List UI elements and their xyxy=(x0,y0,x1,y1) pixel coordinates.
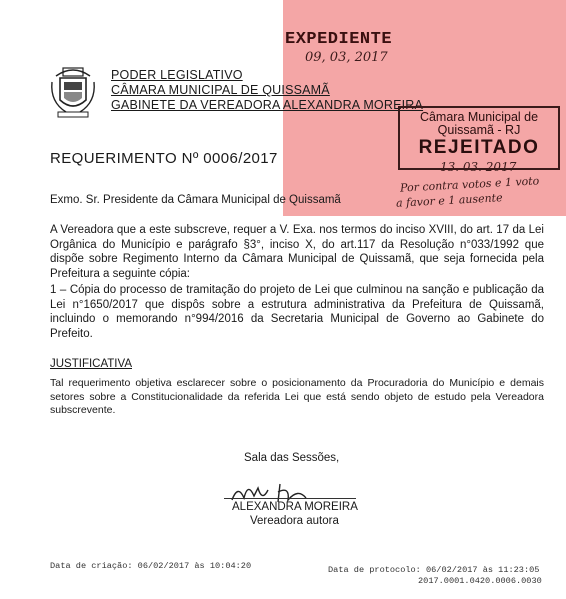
expediente-stamp-date: 09, 03, 2017 xyxy=(305,50,388,65)
header-line-1: PODER LEGISLATIVO xyxy=(111,68,243,82)
signer-role: Vereadora autora xyxy=(250,515,339,527)
closing: Sala das Sessões, xyxy=(244,452,340,464)
header-line-2: CÂMARA MUNICIPAL DE QUISSAMÃ xyxy=(111,83,330,97)
rejeitado-note-line-1: Por contra votos e 1 voto xyxy=(399,174,540,195)
salutation: Exmo. Sr. Presidente da Câmara Municipal de Quissamã xyxy=(50,194,341,206)
header-line-3: GABINETE DA VEREADORA ALEXANDRA MOREIRA xyxy=(111,98,424,112)
expediente-stamp-label: EXPEDIENTE xyxy=(285,30,393,49)
rejeitado-stamp-org: Câmara Municipal de Quissamã - RJ xyxy=(419,110,539,137)
rejeitado-stamp-status: REJEITADO xyxy=(418,137,540,158)
document-title: REQUERIMENTO Nº 0006/2017 xyxy=(50,150,278,167)
rejeitado-stamp-date: 13. 03. 2017 xyxy=(440,160,517,174)
protocol-date: Data de protocolo: 06/02/2017 às 11:23:05 xyxy=(328,565,540,575)
creation-date: Data de criação: 06/02/2017 às 10:04:20 xyxy=(50,561,252,571)
request-paragraph: A Vereadora que a este subscreve, requer a V. Exa. nos termos do inciso XVIII, do art. 17 da Lei Orgânica do Município e parágrafo §3°, inciso X, do art.117 da Resolução n°033/1992 que dispõe sobre Regimento Interno da Câmara Municipal de Quissamã, que seja fornecida pela Prefeitura a seguinte cópia: xyxy=(50,224,544,280)
justificativa-heading: JUSTIFICATIVA xyxy=(50,358,132,370)
coat-of-arms-icon xyxy=(48,62,98,122)
protocol-code: 2017.0001.0420.0006.0030 xyxy=(418,576,542,586)
justificativa-text: Tal requerimento objetiva esclarecer sobre o posicionamento da Procuradoria do Município e demais setores sobre a Constitucionalidade da referida Lei que está sendo objeto de estudo pela Vereadora subscrevente. xyxy=(50,377,544,416)
rejeitado-note-line-2: a favor e 1 ausente xyxy=(395,191,503,210)
signature-line xyxy=(224,498,356,499)
signer-name: ALEXANDRA MOREIRA xyxy=(232,501,358,513)
request-item-1: 1 – Cópia do processo de tramitação do projeto de Lei que culminou na sanção e publicação da Lei n°1650/2017 que dispôs sobre a estrutura administrativa da Prefeitura de Quissamã, incluindo o memorando n°994/2016 da Secretaria Municipal de Governo ao Gabinete do Prefeito. xyxy=(50,284,544,340)
